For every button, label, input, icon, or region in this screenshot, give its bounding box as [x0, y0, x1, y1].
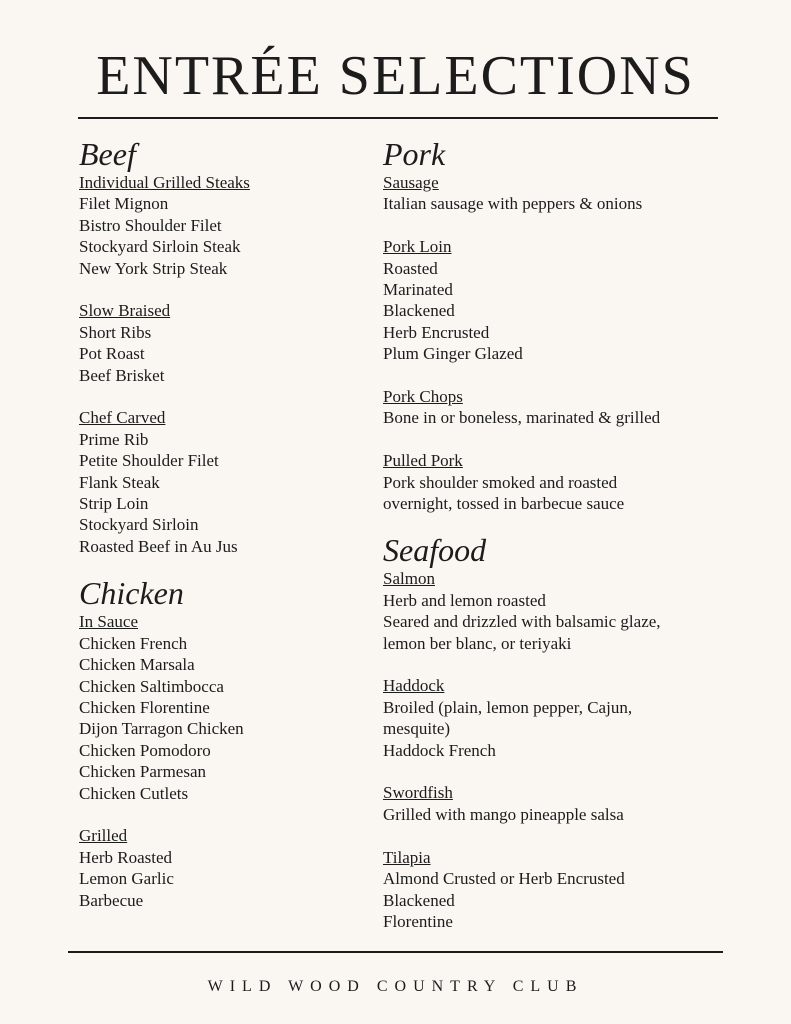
menu-item: Stockyard Sirloin Steak: [79, 237, 241, 257]
menu-item: Herb Encrusted: [383, 322, 490, 342]
group-label: Chef Carved: [79, 408, 166, 428]
category-heading: Seafood: [383, 532, 487, 569]
group-spacer: [79, 279, 369, 300]
menu-group-pork-chops: [383, 386, 723, 429]
menu-item: Roasted: [383, 258, 438, 278]
menu-item: Chicken Florentine: [79, 697, 210, 717]
menu-item: Haddock French: [383, 740, 496, 760]
right-menu-column: [383, 136, 723, 932]
group-spacer: [79, 804, 369, 825]
menu-item: New York Strip Steak: [79, 258, 228, 278]
menu-item: Grilled with mango pineapple salsa: [383, 804, 624, 824]
category-heading: Chicken: [79, 575, 184, 612]
left-menu-column: [79, 136, 369, 911]
menu-group-pulled-pork: [383, 450, 723, 514]
group-label: Slow Braised: [79, 301, 171, 321]
club-name-footer: WILD WOOD COUNTRY CLUB: [207, 978, 584, 995]
menu-item: Prime Rib: [79, 429, 149, 449]
group-spacer: [383, 365, 723, 386]
menu-item: Broiled (plain, lemon pepper, Cajun,: [383, 697, 633, 717]
menu-item: Stockyard Sirloin: [79, 515, 199, 535]
group-spacer: [383, 761, 723, 782]
menu-item: Chicken Saltimbocca: [79, 676, 224, 696]
menu-section-pork: [383, 136, 723, 514]
group-label: Swordfish: [383, 783, 453, 803]
group-spacer: [383, 825, 723, 846]
menu-item: Herb Roasted: [79, 847, 173, 867]
menu-item: Chicken Cutlets: [79, 783, 189, 803]
group-spacer: [383, 215, 723, 236]
menu-item: Pot Roast: [79, 344, 145, 364]
group-label: In Sauce: [79, 612, 139, 632]
menu-item: Short Ribs: [79, 322, 152, 342]
menu-item: Chicken Marsala: [79, 655, 195, 675]
menu-item: Chicken Pomodoro: [79, 740, 211, 760]
menu-item: Blackened: [383, 890, 455, 910]
category-heading: Beef: [79, 136, 136, 172]
group-label: Grilled: [79, 826, 128, 846]
menu-group-swordfish: [383, 782, 723, 825]
menu-item: Roasted Beef in Au Jus: [79, 536, 238, 556]
group-label: Pulled Pork: [383, 451, 463, 471]
menu-item: Florentine: [383, 911, 453, 931]
bottom-divider: [68, 951, 723, 953]
menu-item: Bistro Shoulder Filet: [79, 215, 222, 235]
menu-item: Pork shoulder smoked and roasted: [383, 472, 618, 492]
menu-group-haddock: [383, 675, 723, 761]
category-heading: Pork: [383, 136, 446, 172]
menu-item: Seared and drizzled with balsamic glaze,: [383, 612, 661, 632]
menu-item: Filet Mignon: [79, 194, 169, 214]
group-spacer: [383, 429, 723, 450]
menu-item: Petite Shoulder Filet: [79, 451, 219, 471]
group-label: Haddock: [383, 676, 445, 696]
group-label: Pork Chops: [383, 387, 463, 407]
group-spacer: [383, 654, 723, 675]
menu-section-seafood: [383, 532, 723, 932]
group-label: Salmon: [383, 569, 435, 589]
menu-group-salmon: [383, 568, 723, 654]
menu-item: Barbecue: [79, 890, 144, 910]
page-title: ENTRÉE SELECTIONS: [96, 45, 695, 107]
menu-group-sausage: [383, 172, 723, 215]
group-label: Sausage: [383, 173, 439, 192]
menu-section-chicken: [79, 575, 369, 911]
menu-item: Italian sausage with peppers & onions: [383, 194, 643, 214]
menu-group-in-sauce: [79, 611, 369, 804]
menu-group-pork-loin: [383, 236, 723, 364]
menu-item: Plum Ginger Glazed: [383, 344, 523, 364]
section-spacer: [79, 557, 369, 575]
menu-item: Lemon Garlic: [79, 869, 174, 889]
menu-group-grilled: [79, 825, 369, 911]
menu-item: Almond Crusted or Herb Encrusted: [383, 869, 625, 889]
menu-item: Chicken French: [79, 633, 188, 653]
menu-item: Beef Brisket: [79, 365, 165, 385]
menu-item: Bone in or boneless, marinated & grilled: [383, 408, 661, 428]
group-label: Individual Grilled Steaks: [79, 173, 250, 192]
section-spacer: [383, 514, 723, 532]
menu-item: lemon ber blanc, or teriyaki: [383, 633, 572, 653]
menu-group-individual-grilled-steaks: [79, 172, 369, 279]
menu-item: Blackened: [383, 301, 455, 321]
menu-group-tilapia: [383, 847, 723, 933]
group-label: Tilapia: [383, 847, 431, 867]
group-label: Pork Loin: [383, 237, 452, 257]
menu-item: mesquite): [383, 719, 451, 739]
menu-item: Herb and lemon roasted: [383, 590, 546, 610]
menu-item: Chicken Parmesan: [79, 762, 206, 782]
menu-item: Dijon Tarragon Chicken: [79, 719, 244, 739]
menu-group-chef-carved: [79, 407, 369, 557]
menu-item: overnight, tossed in barbecue sauce: [383, 494, 625, 514]
menu-group-slow-braised: [79, 300, 369, 386]
menu-section-beef: [79, 136, 369, 557]
menu-item: Strip Loin: [79, 494, 149, 514]
menu-item: Marinated: [383, 280, 453, 300]
top-divider: [78, 117, 718, 119]
group-spacer: [79, 386, 369, 407]
menu-item: Flank Steak: [79, 472, 160, 492]
